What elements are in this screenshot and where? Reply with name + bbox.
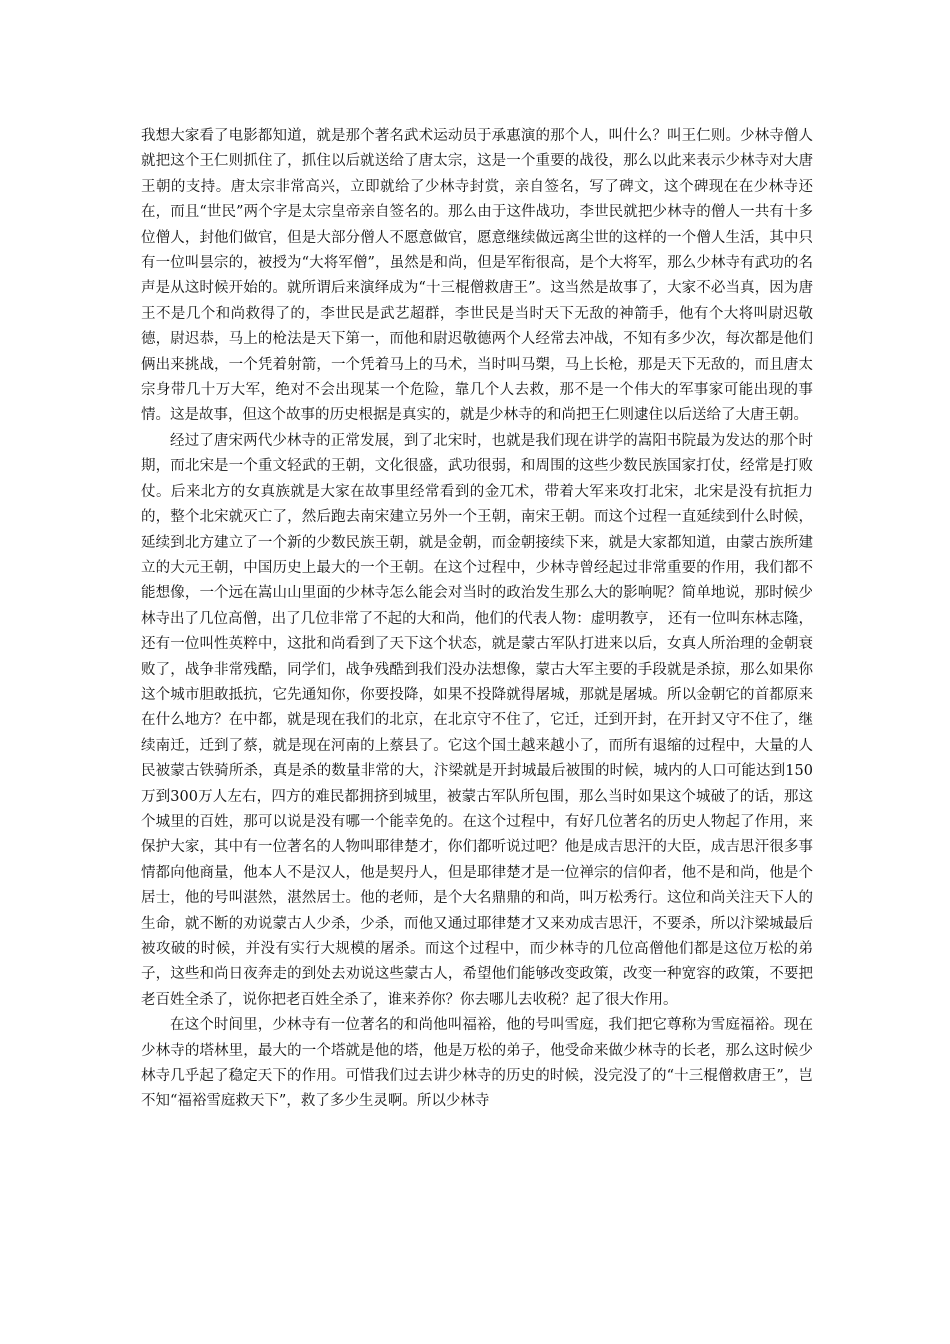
paragraph-3: 在这个时间里，少林寺有一位著名的和尚他叫福裕，他的号叫雪庭，我们把它尊称为雪庭福裕。现在少林寺的塔林里，最大的一个塔就是他的塔，他是万松的弟子，他受命来做少林寺的长老，那么这时候少林寺几乎起了稳定天下的作用。可惜我们过去讲少林寺的历史的时候，没完没了的“十三棍僧救唐王”，岂不知“福裕雪庭救天下”，救了多少生灵啊。所以少林寺 [141,1017,813,1110]
paragraph-1: 我想大家看了电影都知道，就是那个著名武术运动员于承惠演的那个人，叫什么？叫王仁则。少林寺僧人就把这个王仁则抓住了，抓住以后就送给了唐太宗，这是一个重要的战役，那么以此来表示少林寺对大唐王朝的支持。唐太宗非常高兴，立即就给了少林寺封赏，亲自签名，写了碑文，这个碑现在在少林寺还在，而且“世民”两个字是太宗皇帝亲自签名的。那么由于这件战功，李世民就把少林寺的僧人一共有十多位僧人，封他们做官，但是大部分僧人不愿意做官，愿意继续做远离尘世的这样的一个僧人生活，其中只有一位叫昙宗的，被授为“大将军僧”，虽然是和尚，但是军衔很高，是个大将军，那么少林寺有武功的名声是从这时候开始的。就所谓后来演绎成为“十三棍僧救唐王”。这当然是故事了，大家不必当真，因为唐王不是几个和尚救得了的，李世民是武艺超群，李世民是当时天下无敌的神箭手，他有个大将叫尉迟敬德，尉迟恭，马上的枪法是天下第一，而他和尉迟敬德两个人经常去冲战，不知有多少次，每次都是他们俩出来挑战，一个凭着射箭，一个凭着马上的马术，当时叫马槊，马上长枪，那是天下无敌的，而且唐太宗身带几十万大军，绝对不会出现某一个危险，靠几个人去救，那不是一个伟大的军事家可能出现的事情。这是故事，但这个故事的历史根据是真实的，就是少林寺的和尚把王仁则逮住以后送给了大唐王朝。 [141,128,813,424]
paragraph-2: 经过了唐宋两代少林寺的正常发展，到了北宋时，也就是我们现在讲学的嵩阳书院最为发达的那个时期，而北宋是一个重文轻武的王朝，文化很盛，武功很弱，和周围的这些少数民族国家打仗，经常是打败仗。后来北方的女真族就是大家在故事里经常看到的金兀术，带着大军来攻打北宋，北宋是没有抗拒力的，整个北宋就灭亡了，然后跑去南宋建立另外一个王朝，南宋王朝。而这个过程一直延续到什么时候，延续到北方建立了一个新的少数民族王朝，就是金朝，而金朝接续下来，就是大家都知道，由蒙古族所建立的大元王朝，中国历史上最大的一个王朝。在这个过程中，少林寺曾经起过非常重要的作用，我们都不能想像，一个远在嵩山山里面的少林寺怎么能会对当时的政治发生那么大的影响呢？简单地说，那时候少林寺出了几位高僧，出了几位非常了不起的大和尚，他们的代表人物：虚明教亨， 还有一位叫东林志隆，还有一位叫性英粹中，这批和尚看到了天下这个状态，就是蒙古军队打进来以后，女真人所治理的金朝衰败了，战争非常残酷，同学们，战争残酷到我们没办法想像，蒙古大军主要的手段就是杀掠，那么如果你这个城市胆敢抵抗，它先通知你，你要投降，如果不投降就得屠城，那就是屠城。所以金朝它的首都原来在什么地方？在中都，就是现在我们的北京，在北京守不住了，它迁，迁到开封，在开封又守不住了，继续南迁，迁到了蔡，就是现在河南的上蔡县了。它这个国土越来越小了，而所有退缩的过程中，大量的人民被蒙古铁骑所杀，真是杀的数量非常的大，汴梁就是开封城最后被围的时候，城内的人口可能达到150万到300万人左右，四方的难民都拥挤到城里，被蒙古军队所包围，那么当时如果这个城破了的话，那这个城里的百姓，那可以说是没有哪一个能幸免的。在这个过程中，有好几位著名的历史人物起了作用，来保护大家，其中有一位著名的人物叫耶律楚才，你们都听说过吧？他是成吉思汗的大臣，成吉思汗很多事情都向他商量，他本人不是汉人，他是契丹人，但是耶律楚才是一位禅宗的信仰者，他不是和尚，他是个居士，他的号叫湛然，湛然居士。他的老师，是个大名鼎鼎的和尚，叫万松秀行。这位和尚关注天下人的生命，就不断的劝说蒙古人少杀，少杀，而他又通过耶律楚才又来劝成吉思汗，不要杀，所以汴梁城最后被攻破的时候，并没有实行大规模的屠杀。而这个过程中，而少林寺的几位高僧他们都是这位万松的弟子，这些和尚日夜奔走的到处去劝说这些蒙古人，希望他们能够改变政策，改变一种宽容的政策，不要把老百姓全杀了，说你把老百姓全杀了，谁来养你？你去哪儿去收税？起了很大作用。 [141,432,813,1008]
document-body [141,124,813,1115]
